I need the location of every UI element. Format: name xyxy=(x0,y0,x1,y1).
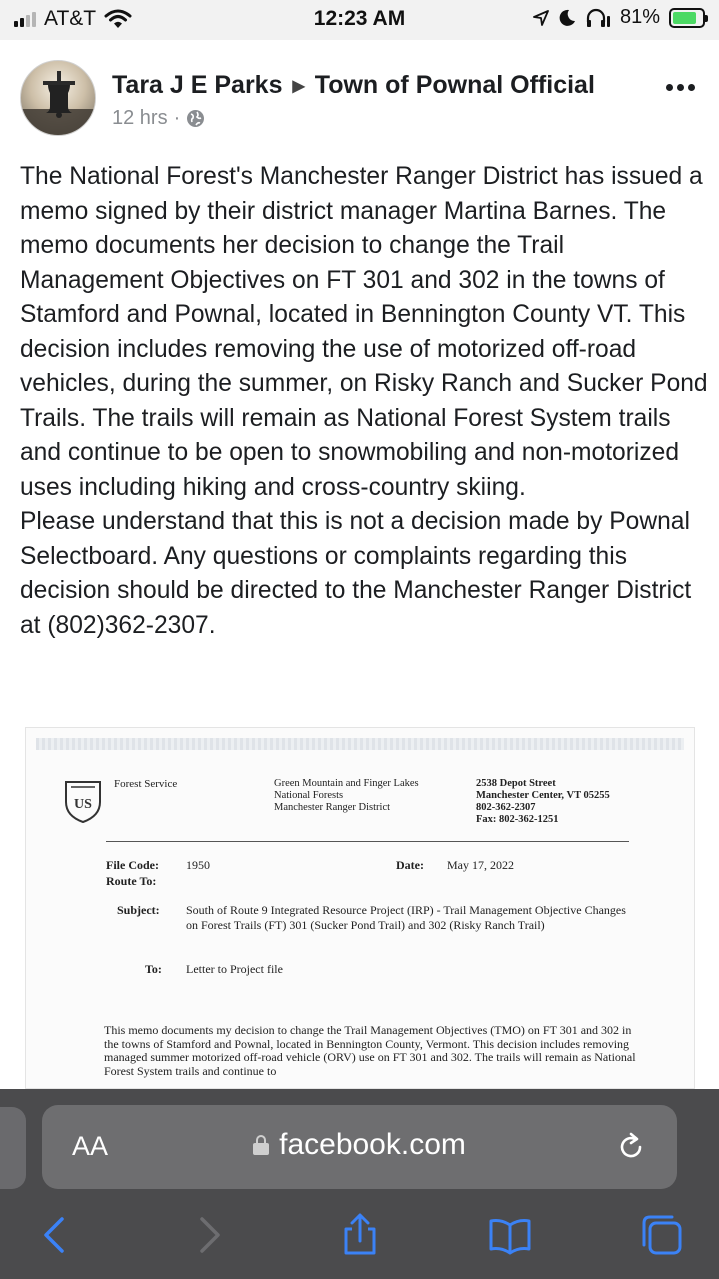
caret-right-icon: ▶ xyxy=(292,77,305,95)
tabs-icon[interactable] xyxy=(640,1213,684,1257)
memo-forest-line: Green Mountain and Finger Lakes xyxy=(274,778,419,789)
browser-toolbar xyxy=(0,1089,719,1279)
memo-to-label: To: xyxy=(145,962,162,976)
post-paragraph: The National Forest's Manchester Ranger District has issued a memo signed by their district manager Martina Barnes. The memo documents her decision to change the Trail Management Objectives on FT 301 and 302 in the towns of Stamford and Pownal, located in Bennington County VT. This decision includes removing the use of motorized off-road vehicles, during the summer, on Risky Ranch and Sucker Pond Trails. The trails will remain as National Forest System trails and continue to be open to snowmobiling and non-motorized uses including hiking and cross-country skiing. xyxy=(20,163,708,501)
memo-subject: South of Route 9 Integrated Resource Project (IRP) - Trail Management Objective Changes on Forest Trails (FT) 301 (Sucker Pond Trail) and 302 (Risky Ranch Trail) xyxy=(186,903,626,932)
status-right xyxy=(533,6,705,29)
previous-tab-preview[interactable] xyxy=(0,1107,26,1189)
headphones-icon xyxy=(585,8,611,28)
location-icon xyxy=(533,10,549,26)
memo-route-to-label: Route To: xyxy=(106,874,157,888)
memo-agency: Forest Service xyxy=(114,778,178,790)
more-icon[interactable] xyxy=(666,84,695,91)
moon-icon xyxy=(558,9,576,27)
memo-address-block xyxy=(476,778,610,826)
memo-header-bar xyxy=(36,738,684,750)
memo-address-line: Manchester Center, VT 05255 xyxy=(476,790,610,801)
avatar[interactable] xyxy=(20,60,96,136)
battery-charging-icon xyxy=(669,8,705,28)
group-name[interactable]: Town of Pownal Official xyxy=(314,71,595,99)
memo-address-line: 2538 Depot Street xyxy=(476,778,556,789)
memo-file-code: 1950 xyxy=(186,858,210,872)
post-text xyxy=(20,160,710,643)
author-name[interactable]: Tara J E Parks xyxy=(112,71,283,99)
meta-separator: · xyxy=(173,107,181,129)
carrier-label: AT&T xyxy=(44,7,97,30)
status-time: 12:23 AM xyxy=(313,7,406,30)
memo-subject-label: Subject: xyxy=(117,903,160,917)
post-paragraph: Please understand that this is not a decision made by Pownal Selectboard. Any questions or complaints regarding this decision should be directed to the Manchester Ranger District at (802)362-2307. xyxy=(20,508,692,639)
address-bar[interactable] xyxy=(42,1105,677,1189)
memo-date: May 17, 2022 xyxy=(447,858,514,872)
bell-icon xyxy=(21,61,96,136)
lock-icon xyxy=(253,1135,269,1155)
post-meta xyxy=(112,107,205,130)
post-author-line xyxy=(112,71,595,100)
forest-service-shield-icon xyxy=(63,778,103,824)
memo-body: This memo documents my decision to change the Trail Management Objectives (TMO) on FT 301 and 302 in the towns of Stamford and Pownal, located in Bennington County, Vermont. This decision includes removing managed summer motorized off-road vehicle (ORV) use on FT 301 and 302. The trails will remain as National Forest System trails and continue to xyxy=(104,1023,636,1078)
memo-divider xyxy=(106,841,629,842)
memo-forest-block xyxy=(274,778,419,814)
memo-address-line: 802-362-2307 xyxy=(476,802,536,813)
memo-file-code-label: File Code: xyxy=(106,858,159,872)
forward-icon[interactable] xyxy=(186,1213,230,1257)
memo-forest-line: Manchester Ranger District xyxy=(274,802,391,813)
text-size-label: AA xyxy=(72,1131,109,1161)
bookmarks-icon[interactable] xyxy=(488,1213,532,1257)
share-icon[interactable] xyxy=(338,1213,382,1257)
post-time[interactable]: 12 hrs xyxy=(112,107,168,129)
url-display[interactable] xyxy=(42,1128,677,1162)
memo-forest-line: National Forests xyxy=(274,790,344,801)
battery-percent: 81% xyxy=(619,6,660,28)
status-bar xyxy=(0,0,719,40)
reload-icon[interactable] xyxy=(613,1129,649,1165)
memo-address-line: Fax: 802-362-1251 xyxy=(476,814,559,825)
emblem-text: US xyxy=(74,797,92,812)
memo-to: Letter to Project file xyxy=(186,962,283,976)
memo-date-label: Date: xyxy=(396,858,424,872)
globe-icon xyxy=(186,109,205,128)
back-icon[interactable] xyxy=(34,1213,78,1257)
memo-image[interactable] xyxy=(25,727,695,1089)
url-text: facebook.com xyxy=(279,1128,466,1161)
